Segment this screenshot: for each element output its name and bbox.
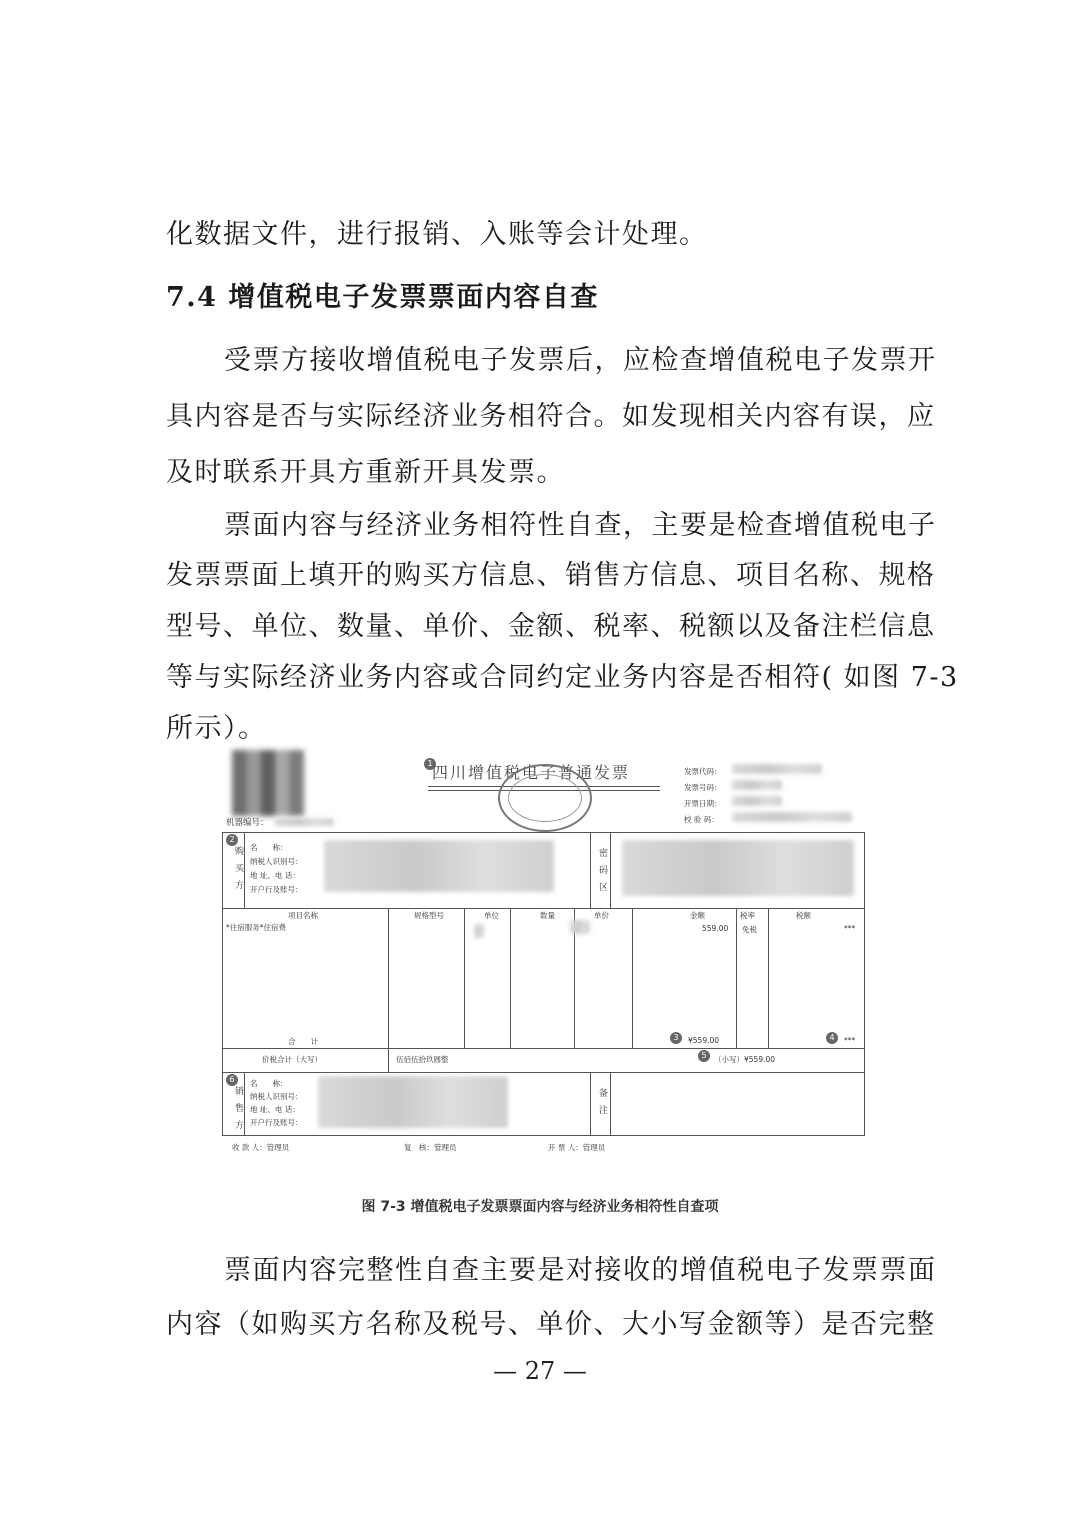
- paragraph-line-7: 型号、单位、数量、单价、金额、税率、税额以及备注栏信息: [166, 611, 936, 642]
- item-tax: ***: [844, 924, 856, 933]
- paragraph-line-5: 票面内容与经济业务相符性自查，主要是检查增值税电子: [224, 510, 937, 541]
- buyer-bank-label: 开户行及账号：: [250, 885, 303, 894]
- seller-bank-label: 开户行及账号：: [250, 1118, 303, 1127]
- col-unit: 单位: [484, 911, 499, 920]
- password-area-label: 密码区: [597, 848, 607, 899]
- paragraph-line-10: 票面内容完整性自查主要是对接收的增值税电子发票票面: [224, 1255, 937, 1286]
- figure-caption: 图 7-3 增值税电子发票票面内容与经济业务相符性自查项: [361, 1199, 719, 1215]
- marker-3: 3: [670, 1032, 682, 1044]
- marker-2: 2: [226, 834, 238, 846]
- buyer-taxid-label: 纳税人识别号：: [250, 857, 303, 866]
- seller-name-label: 名 称：: [250, 1079, 288, 1088]
- reviewer-label: 复 核：管理员: [404, 1143, 457, 1152]
- col-amount: 金额: [690, 911, 705, 920]
- paragraph-line-9: 所示）。: [166, 713, 267, 744]
- total-amount: ¥559.00: [688, 1036, 720, 1045]
- grand-total-label: 价税合计（大写）: [262, 1055, 322, 1064]
- seller-taxid-label: 纳税人识别号：: [250, 1092, 303, 1101]
- official-seal: [498, 764, 592, 832]
- check-code-label: 校 验 码：: [684, 815, 719, 824]
- paragraph-line-2: 受票方接收增值税电子发票后，应检查增值税电子发票开: [224, 345, 937, 376]
- invoice-date-label: 开票日期：: [684, 799, 722, 808]
- col-unit-price: 单价: [594, 911, 609, 920]
- paragraph-line-4: 及时联系开具方重新开具发票。: [166, 457, 565, 488]
- col-qty: 数量: [540, 911, 555, 920]
- buyer-side-label: 购买方: [233, 846, 243, 897]
- seller-address-label: 地 址、电 话：: [250, 1105, 300, 1114]
- machine-number-label: 机器编号：: [226, 818, 269, 828]
- total-tax: ***: [844, 1036, 856, 1045]
- col-tax: 税额: [796, 911, 811, 920]
- col-tax-rate: 税率: [740, 911, 755, 920]
- qr-code: [232, 750, 304, 816]
- buyer-address-label: 地 址、电 话：: [250, 871, 300, 880]
- invoice-code-label: 发票代码：: [684, 767, 722, 776]
- paragraph-line-6: 发票票面上填开的购买方信息、销售方信息、项目名称、规格: [166, 560, 936, 591]
- total-label: 合 计: [288, 1037, 318, 1046]
- invoice-title: 四川增值税电子普通发票: [432, 763, 631, 782]
- invoice-number-label: 发票号码：: [684, 783, 722, 792]
- item-name: *住宿服务*住宿费: [226, 923, 286, 932]
- marker-1: 1: [424, 758, 436, 770]
- invoice-figure: [214, 748, 870, 1158]
- grand-total-small: （小写）¥559.00: [714, 1055, 776, 1064]
- payee-label: 收 款 人：管理员: [232, 1143, 290, 1152]
- paragraph-line-3: 具内容是否与实际经济业务相符合。如发现相关内容有误，应: [166, 401, 936, 432]
- col-spec: 规格型号: [414, 911, 444, 920]
- paragraph-line-11: 内容（如购买方名称及税号、单价、大小写金额等）是否完整: [166, 1309, 936, 1340]
- item-amount: 559.00: [702, 924, 729, 933]
- paragraph-line-1: 化数据文件，进行报销、入账等会计处理。: [166, 219, 708, 250]
- buyer-name-label: 名 称：: [250, 843, 288, 852]
- marker-6: 6: [226, 1074, 238, 1086]
- section-heading: 7.4 增值税电子发票票面内容自查: [166, 282, 599, 313]
- col-item-name: 项目名称: [288, 911, 318, 920]
- page-number: — 27 —: [493, 1357, 587, 1385]
- seller-side-label: 销售方: [233, 1086, 243, 1137]
- paragraph-line-8: 等与实际经济业务内容或合同约定业务内容是否相符( 如图 7-3: [166, 662, 959, 693]
- item-tax-rate: 免税: [742, 925, 757, 934]
- drawer-label: 开 票 人：管理员: [548, 1143, 606, 1152]
- marker-4: 4: [826, 1032, 838, 1044]
- grand-total-words: 伍佰伍拾玖圆整: [396, 1055, 449, 1064]
- marker-5: 5: [698, 1050, 710, 1062]
- remarks-label: 备注: [597, 1088, 607, 1122]
